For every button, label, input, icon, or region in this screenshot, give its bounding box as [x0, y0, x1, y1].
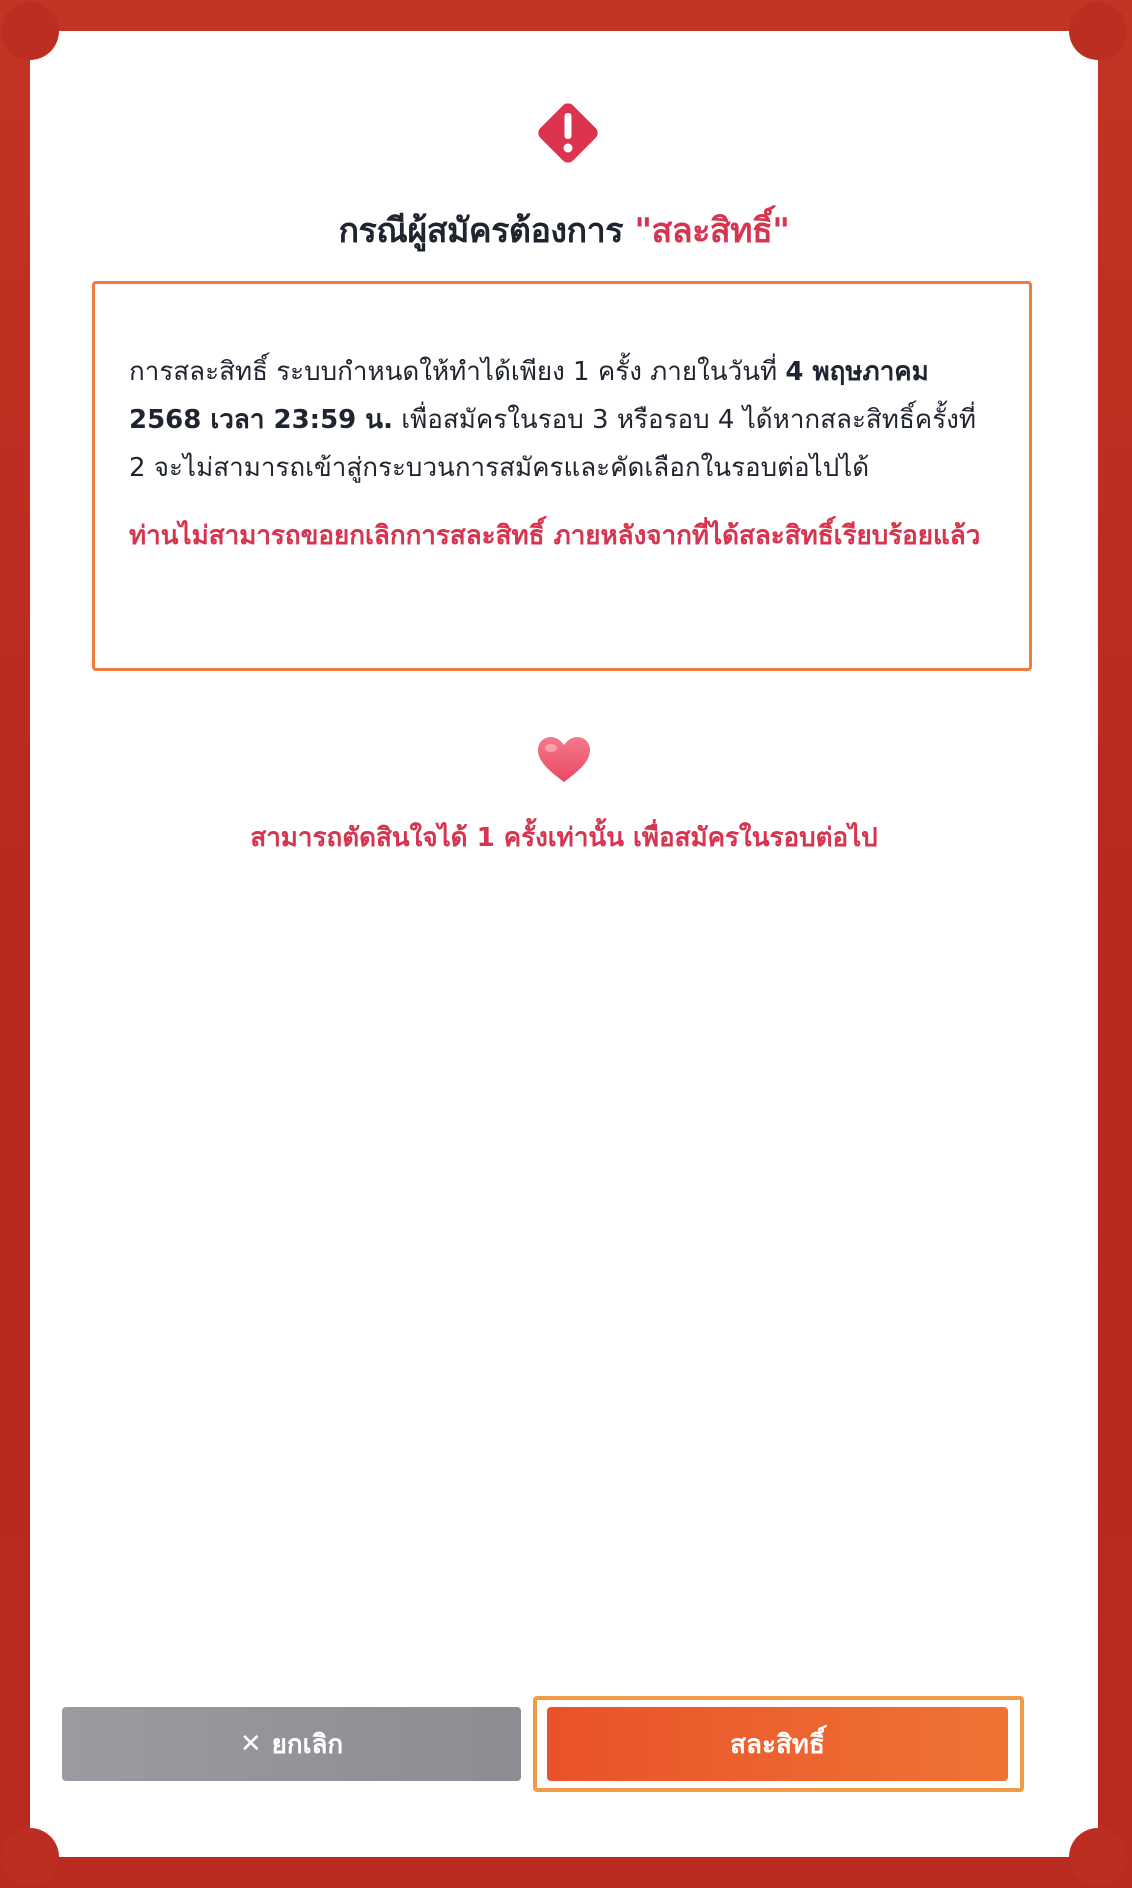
- exclamation-diamond-icon: [530, 95, 606, 171]
- dialog-card: [30, 31, 1098, 1857]
- corner-notch: [1069, 2, 1127, 60]
- waive-label: สละสิทธิ์: [730, 1729, 825, 1760]
- cancel-label: ยกเลิก: [271, 1729, 344, 1760]
- waive-button[interactable]: [547, 1707, 1008, 1781]
- title-highlight: "สละสิทธิ์": [634, 211, 790, 251]
- corner-notch: [1, 2, 59, 60]
- info-part2: เพื่อสมัครในรอบ 3 หรือรอบ 4 ได้หากสละสิทธิ์ครั้งที่ 2 จะไม่สามารถเข้าสู่กระบวนการสมัครและคัดเลือกในรอบต่อไปได้: [129, 405, 976, 483]
- info-part1: การสละสิทธิ์ ระบบกำหนดให้ทำได้เพียง 1 ครั้ง ภายในวันที่: [129, 357, 786, 387]
- title-prefix: กรณีผู้สมัครต้องการ: [338, 211, 635, 251]
- cancel-button[interactable]: [62, 1707, 521, 1781]
- dialog-title: [30, 203, 1098, 257]
- corner-notch: [1069, 1828, 1127, 1886]
- decision-note: สามารถตัดสินใจได้ 1 ครั้งเท่านั้น เพื่อสมัครในรอบต่อไป: [250, 823, 878, 853]
- close-icon: ✕: [239, 1729, 262, 1759]
- deadline-text: 4 พฤษภาคม 2568 เวลา 23:59 น.: [129, 357, 929, 435]
- corner-notch: [1, 1828, 59, 1886]
- warning-text: ท่านไม่สามารถขอยกเลิกการสละสิทธิ์ ภายหลังจากที่ได้สละสิทธิ์เรียบร้อยแล้ว: [129, 521, 981, 551]
- info-box: [92, 281, 1032, 671]
- heart-icon: [536, 736, 592, 784]
- info-text: [129, 348, 995, 492]
